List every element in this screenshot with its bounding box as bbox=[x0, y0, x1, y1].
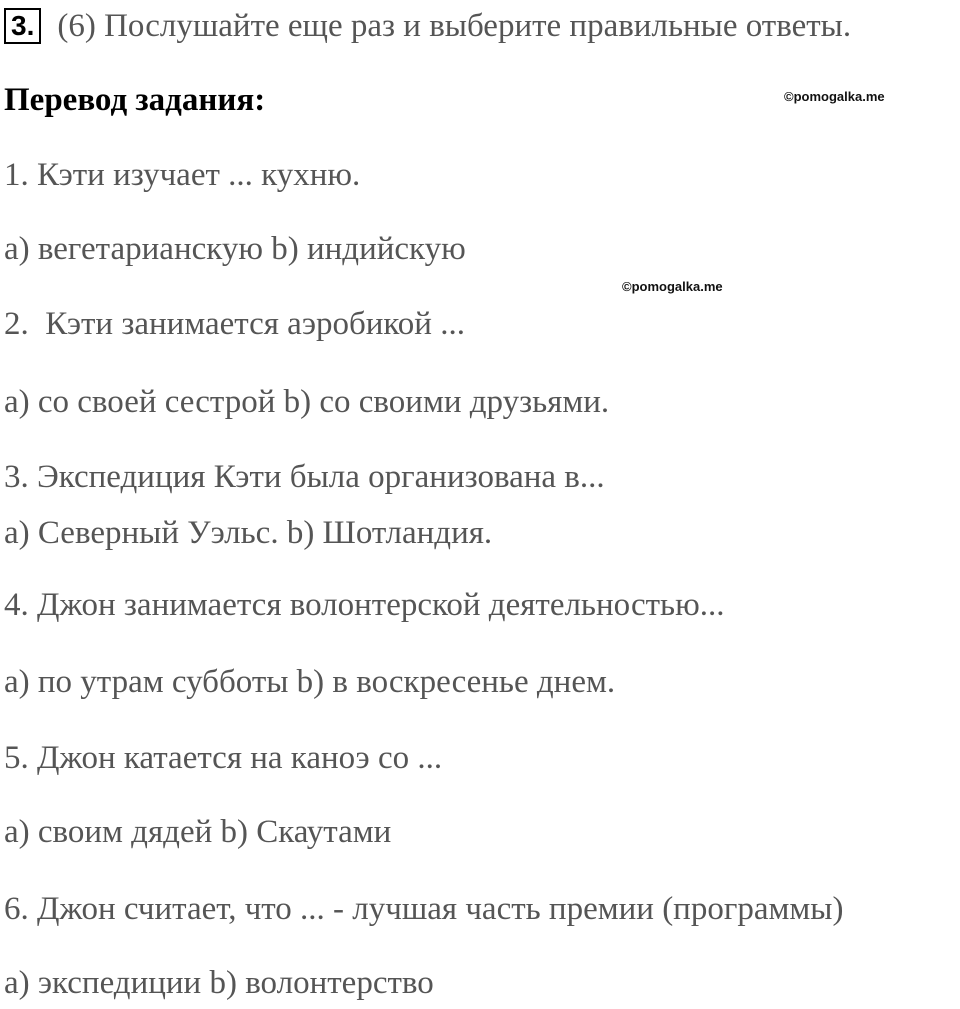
section-title: Перевод задания: bbox=[4, 82, 266, 118]
task-instruction: (6) Послушайте еще раз и выберите правильные ответы. bbox=[57, 7, 852, 44]
task-number-badge: 3. bbox=[4, 8, 41, 44]
answer-options-2: a) со своей сестрой b) со своими друзьями. bbox=[4, 384, 610, 420]
answer-options-4: a) по утрам субботы b) в воскресенье днем. bbox=[4, 664, 616, 700]
task-header bbox=[4, 6, 851, 46]
question-4: 4. Джон занимается волонтерской деятельностью... bbox=[4, 587, 725, 623]
watermark: ©pomogalka.me bbox=[622, 279, 723, 294]
question-1: 1. Кэти изучает ... кухню. bbox=[4, 157, 361, 193]
answer-options-3: a) Северный Уэльс. b) Шотландия. bbox=[4, 515, 493, 551]
question-3: 3. Экспедиция Кэти была организована в... bbox=[4, 459, 605, 495]
question-2: 2. Кэти занимается аэробикой ... bbox=[4, 306, 465, 342]
watermark: ©pomogalka.me bbox=[784, 89, 885, 104]
question-6: 6. Джон считает, что ... - лучшая часть премии (программы) bbox=[4, 891, 844, 927]
answer-options-6: a) экспедиции b) волонтерство bbox=[4, 965, 434, 1001]
question-5: 5. Джон катается на каноэ со ... bbox=[4, 740, 443, 776]
answer-options-5: a) своим дядей b) Скаутами bbox=[4, 814, 392, 850]
answer-options-1: a) вегетарианскую b) индийскую bbox=[4, 231, 466, 267]
